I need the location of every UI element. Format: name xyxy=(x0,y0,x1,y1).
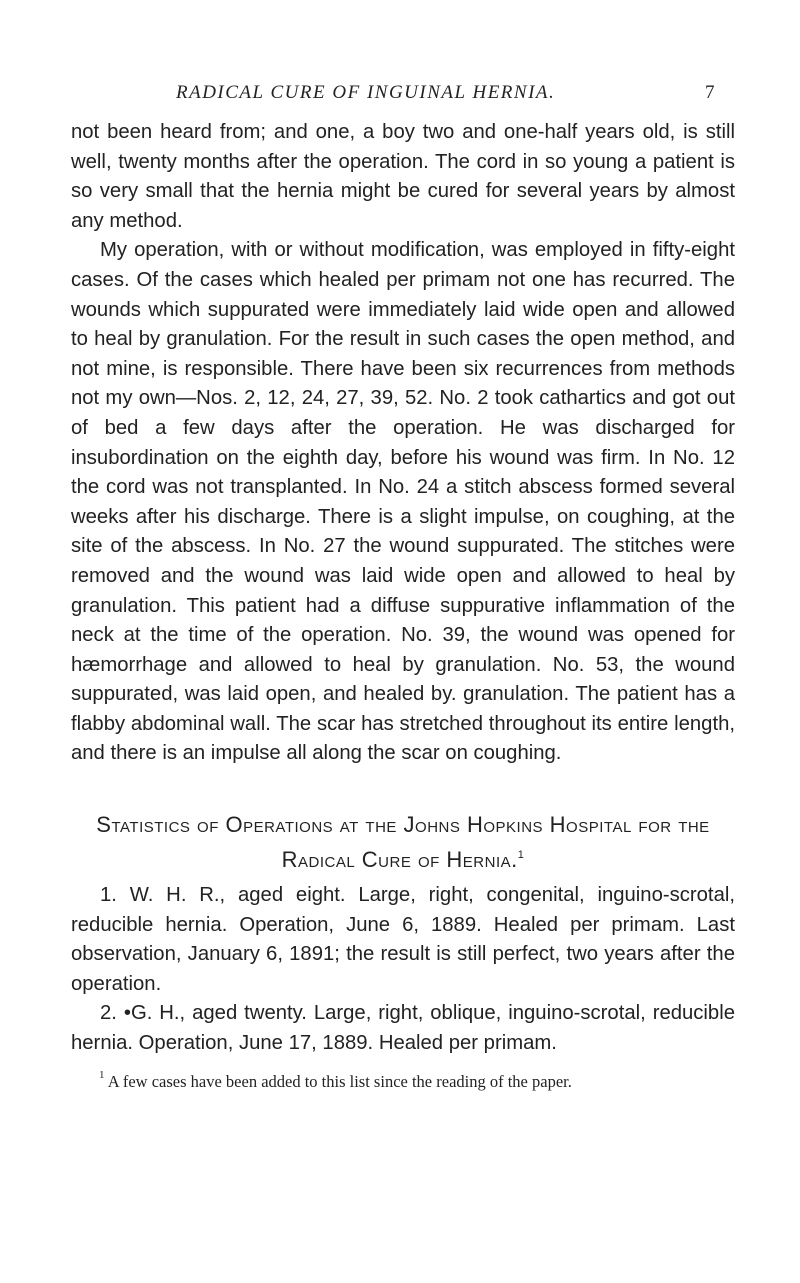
case-list xyxy=(71,881,735,1059)
paragraph-continuation: not been heard from; and one, a boy two and one-half years old, is still well, twenty months after the operation. The cord in so young a patient is so very small that the hernia might be cured for several years by almost any method. xyxy=(71,121,735,232)
section-heading-text: Statistics of Operations at the Johns Hopkins Hospital for the Radical Cure of Hernia. xyxy=(96,812,710,873)
footnote-text: A few cases have been added to this list since the reading of the paper. xyxy=(107,1071,572,1091)
case-entry: 2. •G. H., aged twenty. Large, right, oblique, inguino-scrotal, reducible hernia. Operation, June 17, 1889. Healed per primam. xyxy=(71,1002,735,1055)
page-body xyxy=(71,118,735,1094)
page-number: 7 xyxy=(705,82,716,103)
footnote-marker: 1 xyxy=(99,1068,105,1081)
paragraph: My operation, with or without modification, was employed in fifty-eight cases. Of the cases which healed per primam not one has recurred. The wounds which suppurated were immediately laid wide open and allowed to heal by granulation. For the result in such cases the open method, and not mine, is responsible. There have been six recurrences from methods not my own—Nos. 2, 12, 24, 27, 39, 52. No. 2 took cathartics and got out of bed a few days after the operation. He was discharged for insubordination on the eighth day, before his wound was firm. In No. 12 the cord was not transplanted. In No. 24 a stitch abscess formed several weeks after his discharge. There is a slight impulse, on coughing, at the site of the abscess. In No. 27 the wound suppurated. The stitches were removed and the wound was laid wide open and allowed to heal by granulation. This patient had a diffuse suppurative inflammation of the neck at the time of the operation. No. 39, the wound was opened for hæmorrhage and allowed to heal by granulation. No. 53, the wound suppurated, was laid open, and healed by. granulation. The patient has a flabby abdominal wall. The scar has stretched throughout its entire length, and there is an impulse all along the scar on coughing. xyxy=(71,239,735,765)
footnote xyxy=(71,1063,735,1094)
footnote-reference[interactable]: 1 xyxy=(517,849,525,862)
case-entry: 1. W. H. R., aged eight. Large, right, congenital, inguino-scrotal, reducible hernia. Operation, June 6, 1889. Healed per primam. Last observation, January 6, 1891; the result is still perfect, two years after the operation. xyxy=(71,884,735,995)
running-header xyxy=(176,82,716,104)
running-title: RADICAL CURE OF INGUINAL HERNIA. xyxy=(176,82,556,103)
section-heading xyxy=(71,809,735,875)
